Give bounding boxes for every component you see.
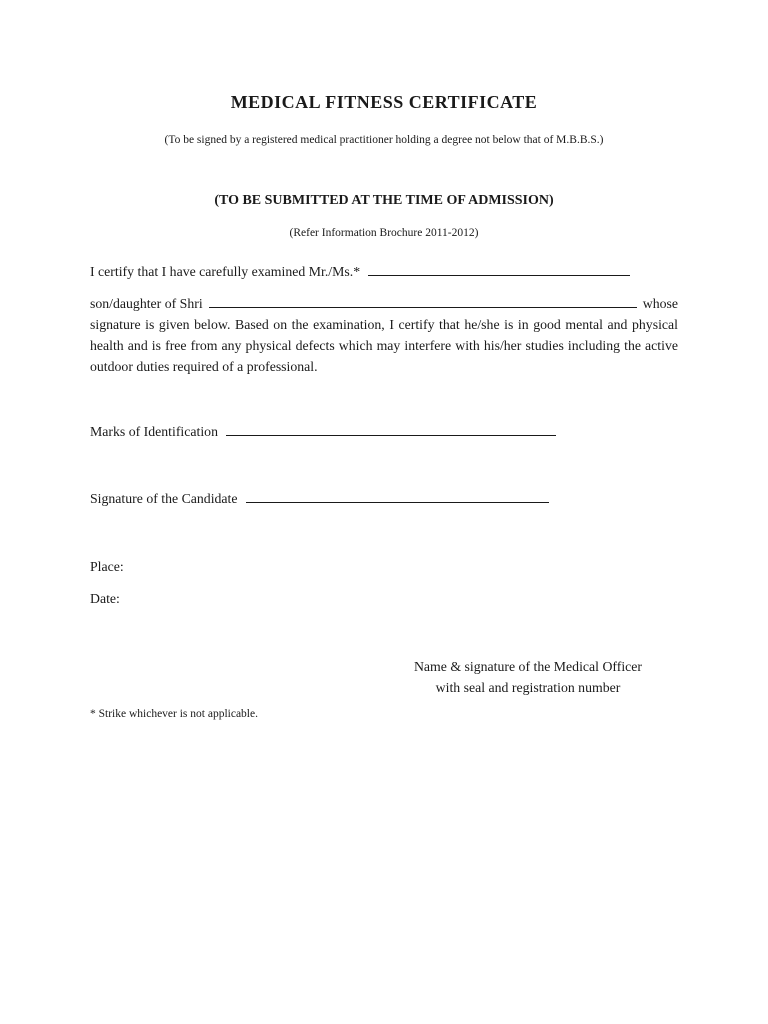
brochure-reference: (Refer Information Brochure 2011-2012) xyxy=(289,227,479,239)
candidate-signature-label: Signature of the Candidate xyxy=(90,491,238,506)
medical-officer-line1: Name & signature of the Medical Officer xyxy=(413,659,643,674)
strike-footnote: * Strike whichever is not applicable. xyxy=(90,708,258,720)
candidate-signature-line xyxy=(90,488,678,509)
medical-officer-line2: with seal and registration number xyxy=(435,680,621,695)
submission-note: (TO BE SUBMITTED AT THE TIME OF ADMISSION) xyxy=(214,193,554,208)
certify-line-text: I certify that I have carefully examined Mr./Ms.* xyxy=(90,264,361,279)
marks-blank-line xyxy=(226,421,556,436)
parent-name-blank-line xyxy=(209,293,637,308)
candidate-signature-blank-line xyxy=(246,488,549,503)
document-subtitle: (To be signed by a registered medical practitioner holding a degree not below that of M.B.B.S.) xyxy=(164,134,604,146)
medical-officer-signature-block xyxy=(378,656,678,698)
parent-name-line xyxy=(90,293,678,314)
parent-name-line-suffix: whose xyxy=(642,296,678,311)
name-blank-line xyxy=(368,261,630,276)
date-label: Date: xyxy=(90,591,120,606)
document-title: MEDICAL FITNESS CERTIFICATE xyxy=(230,92,538,112)
place-label: Place: xyxy=(90,559,124,574)
certification-paragraph: signature is given below. Based on the examination, I certify that he/she is in good mental and physical health and is free from any physical defects which may interfere with his/her studies including the active outdoor duties required of a professional. xyxy=(90,317,678,374)
certify-line xyxy=(90,261,678,282)
parent-name-label: son/daughter of Shri xyxy=(90,296,203,311)
marks-of-identification-label: Marks of Identification xyxy=(90,424,218,439)
marks-of-identification-line xyxy=(90,421,678,442)
document-content xyxy=(90,0,678,720)
